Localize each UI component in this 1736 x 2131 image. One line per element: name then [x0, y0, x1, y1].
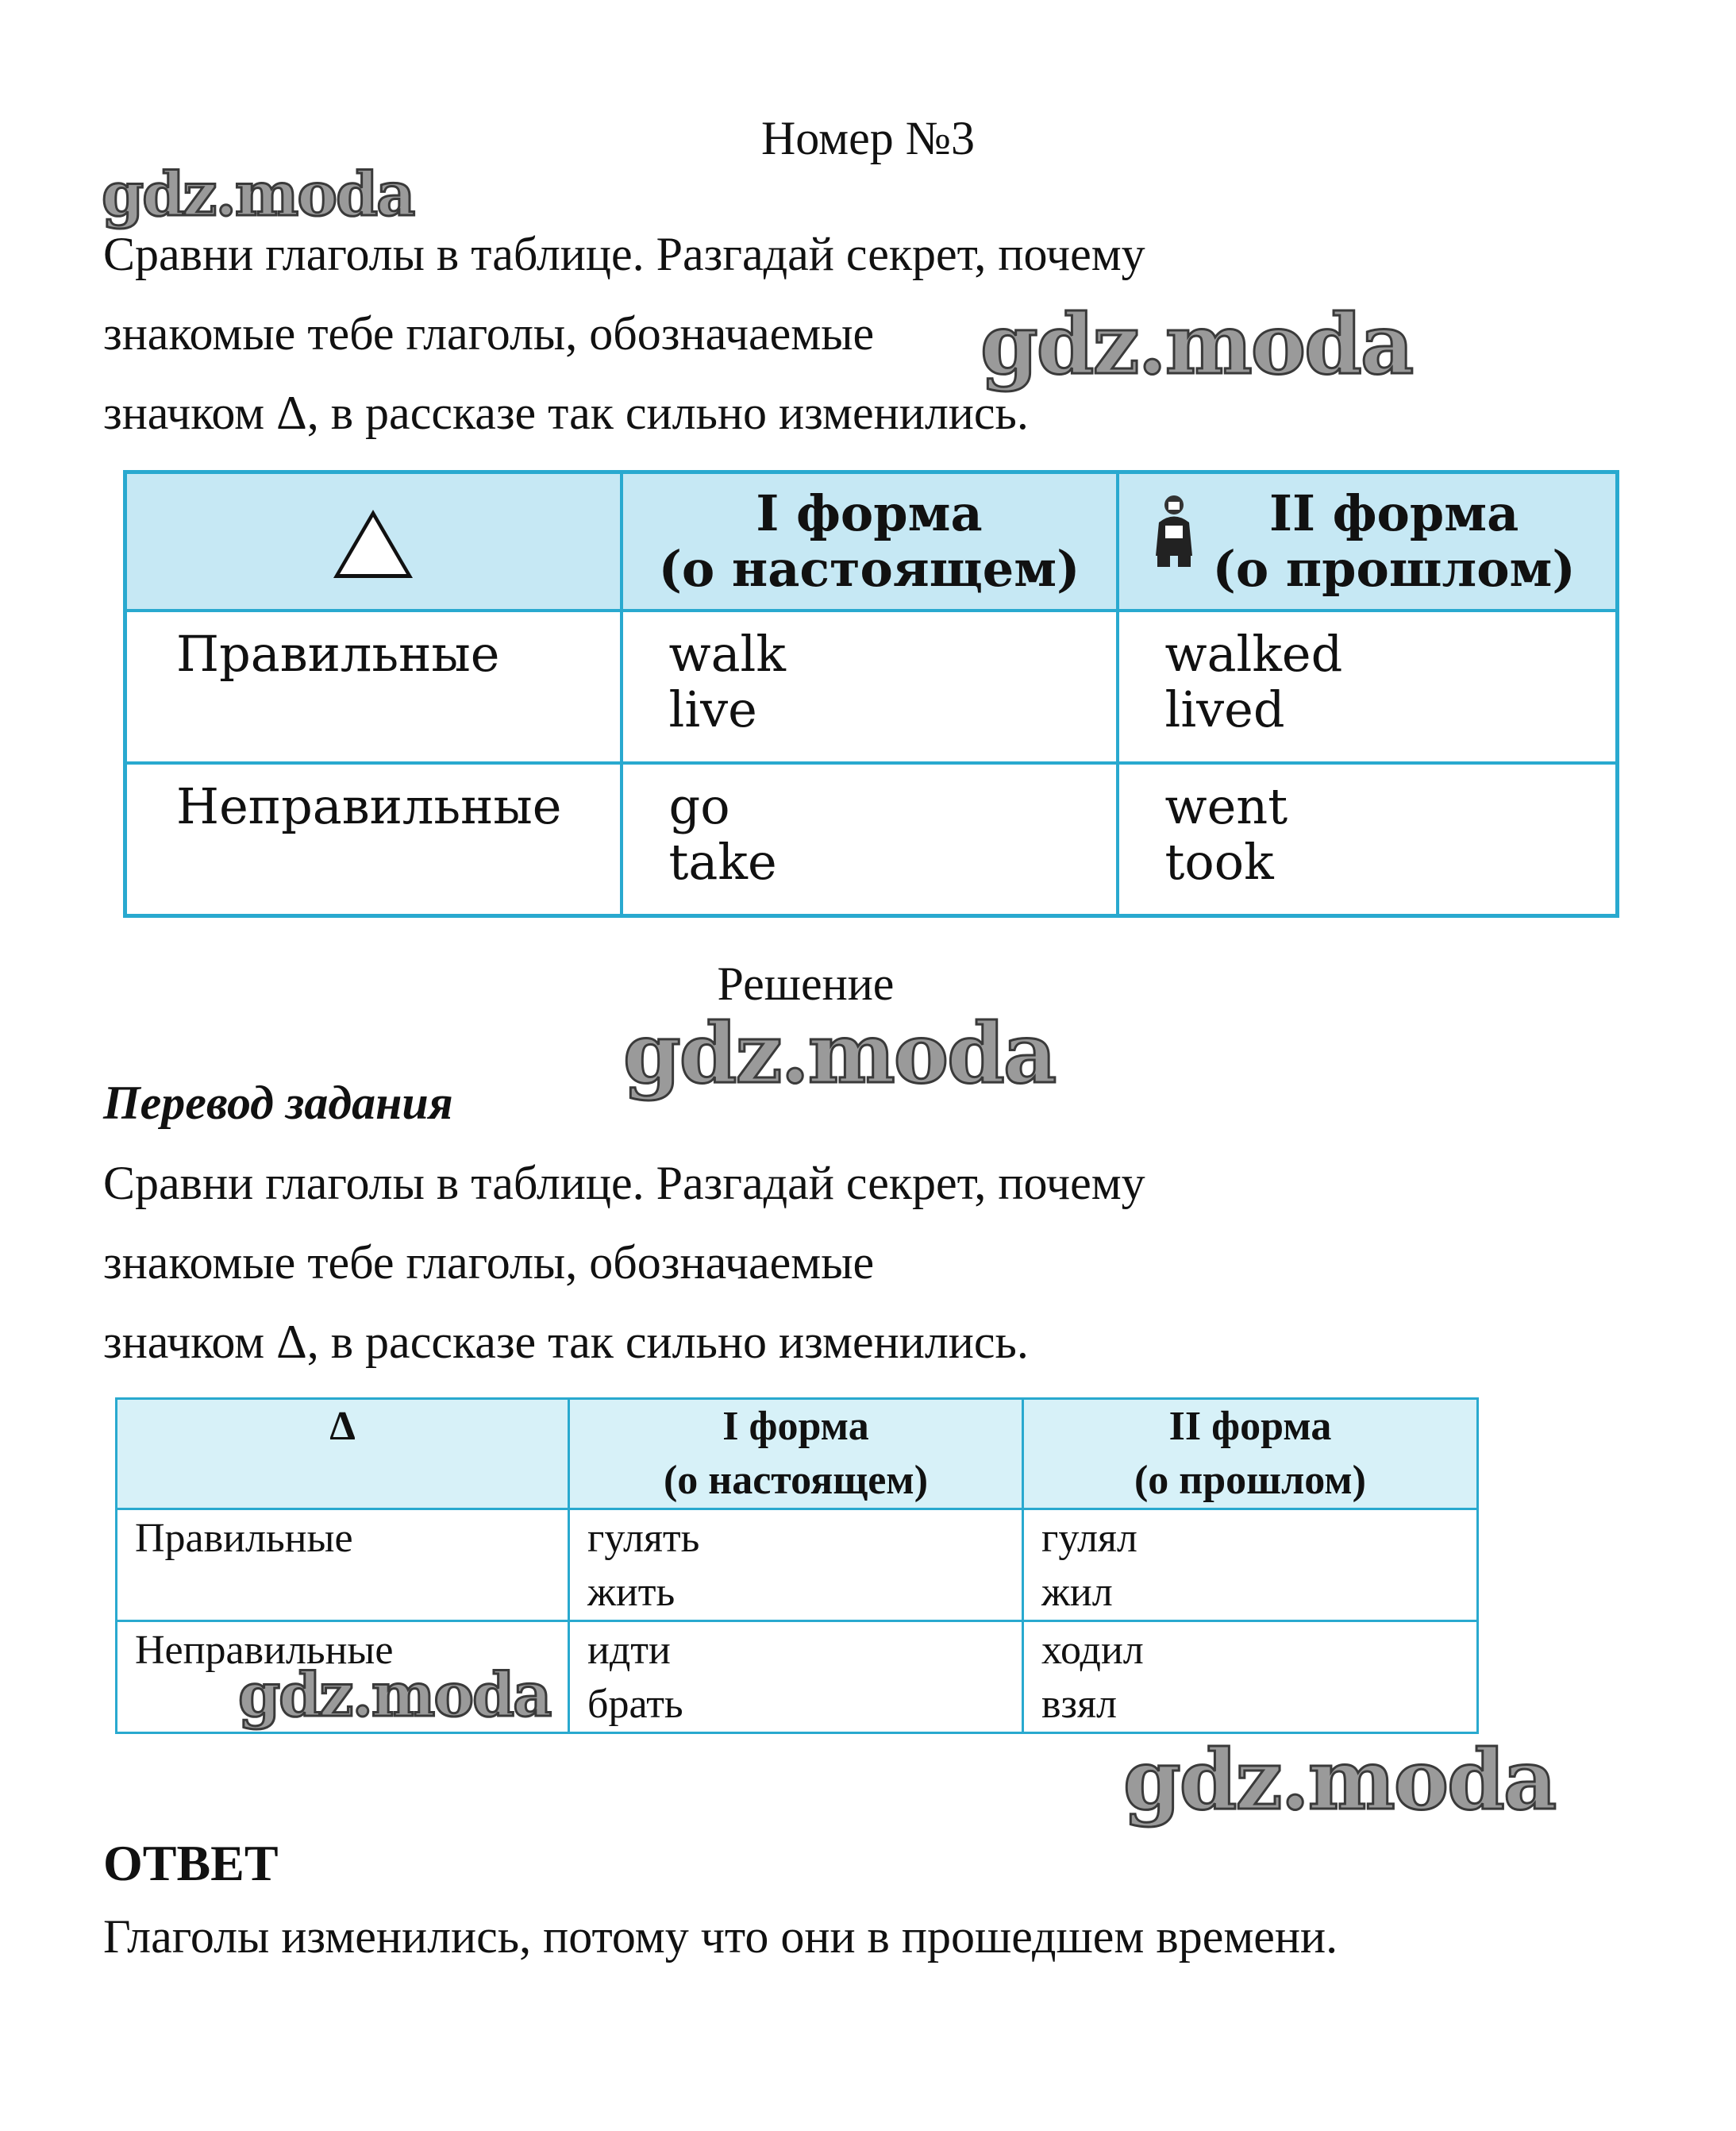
verb: walk — [668, 625, 786, 683]
verb: live — [668, 680, 757, 738]
translation-text — [103, 1143, 1611, 1381]
santa-icon — [1149, 491, 1199, 570]
row-label: Правильные — [125, 611, 622, 763]
watermark-logo: gdz.moda — [1123, 1731, 1556, 1828]
translation-line: значком Δ, в рассказе так сильно изменились. — [103, 1316, 1029, 1368]
answer-text: Глаголы изменились, потому что они в прошедшем времени. — [103, 1910, 1338, 1963]
table-header-row — [125, 472, 1618, 611]
table-row — [117, 1621, 1478, 1733]
triangle-header-cell — [125, 472, 622, 611]
verb: take — [668, 833, 777, 891]
form1-header-cell — [569, 1399, 1023, 1509]
verb: идти — [587, 1628, 671, 1673]
verb-forms-table — [123, 470, 1619, 918]
verb: lived — [1164, 680, 1285, 738]
translated-verb-table — [115, 1397, 1479, 1734]
form1-subtitle: (о настоящем) — [658, 540, 1080, 598]
verb: walked — [1164, 625, 1343, 683]
row-label: Правильные — [117, 1509, 569, 1621]
form2-cell — [1118, 763, 1618, 916]
watermark-logo: gdz.moda — [102, 159, 414, 229]
form1-header-cell — [622, 472, 1118, 611]
verb: ходил — [1041, 1628, 1144, 1673]
form1-cell — [622, 611, 1118, 763]
row-label: Неправильные — [117, 1621, 569, 1733]
verb: взял — [1041, 1682, 1117, 1727]
translation-line: Сравни глаголы в таблице. Разгадай секрет, почему — [103, 1157, 1145, 1209]
table-header-row — [117, 1399, 1478, 1509]
form2-header-cell — [1118, 472, 1618, 611]
watermark-logo: gdz.moda — [623, 1004, 1056, 1102]
form2-subtitle: (о прошлом) — [1134, 1458, 1367, 1503]
form1-subtitle: (о настоящем) — [663, 1458, 929, 1503]
verb: гулять — [587, 1516, 700, 1561]
verb: go — [668, 777, 730, 835]
form2-title: II форма — [1168, 1404, 1332, 1449]
table-row — [125, 611, 1618, 763]
verb: жить — [587, 1570, 676, 1615]
table-row — [125, 763, 1618, 916]
form2-title: II форма — [1269, 484, 1519, 542]
symbol-header-cell: Δ — [117, 1399, 569, 1509]
task-line: знакомые тебе глаголы, обозначаемые — [103, 307, 875, 360]
verb: took — [1164, 833, 1274, 891]
answer-heading: ОТВЕТ — [103, 1835, 279, 1891]
form1-title: I форма — [756, 484, 983, 542]
form2-cell — [1023, 1621, 1478, 1733]
task-line: Сравни глаголы в таблице. Разгадай секрет, почему — [103, 228, 1145, 280]
translation-line: знакомые тебе глаголы, обозначаемые — [103, 1236, 875, 1289]
translation-heading: Перевод задания — [103, 1077, 453, 1129]
form2-cell — [1118, 611, 1618, 763]
form2-header-cell — [1023, 1399, 1478, 1509]
row-label: Неправильные — [125, 763, 622, 916]
verb: гулял — [1041, 1516, 1137, 1561]
form1-cell — [569, 1621, 1023, 1733]
page-title: Номер №3 — [760, 112, 976, 164]
watermark-logo: gdz.moda — [980, 295, 1413, 393]
task-line: значком Δ, в рассказе так сильно изменились. — [103, 387, 1029, 439]
triangle-icon — [333, 510, 413, 578]
form2-cell — [1023, 1509, 1478, 1621]
solution-label: Решение — [717, 958, 895, 1010]
table-row — [117, 1509, 1478, 1621]
form1-cell — [622, 763, 1118, 916]
verb: брать — [587, 1682, 683, 1727]
task-text — [103, 214, 1611, 453]
form1-title: I форма — [722, 1404, 869, 1449]
verb: went — [1164, 777, 1288, 835]
verb: жил — [1041, 1570, 1113, 1615]
watermark-logo: gdz.moda — [238, 1659, 551, 1730]
form2-subtitle: (о прошлом) — [1212, 540, 1576, 598]
form1-cell — [569, 1509, 1023, 1621]
